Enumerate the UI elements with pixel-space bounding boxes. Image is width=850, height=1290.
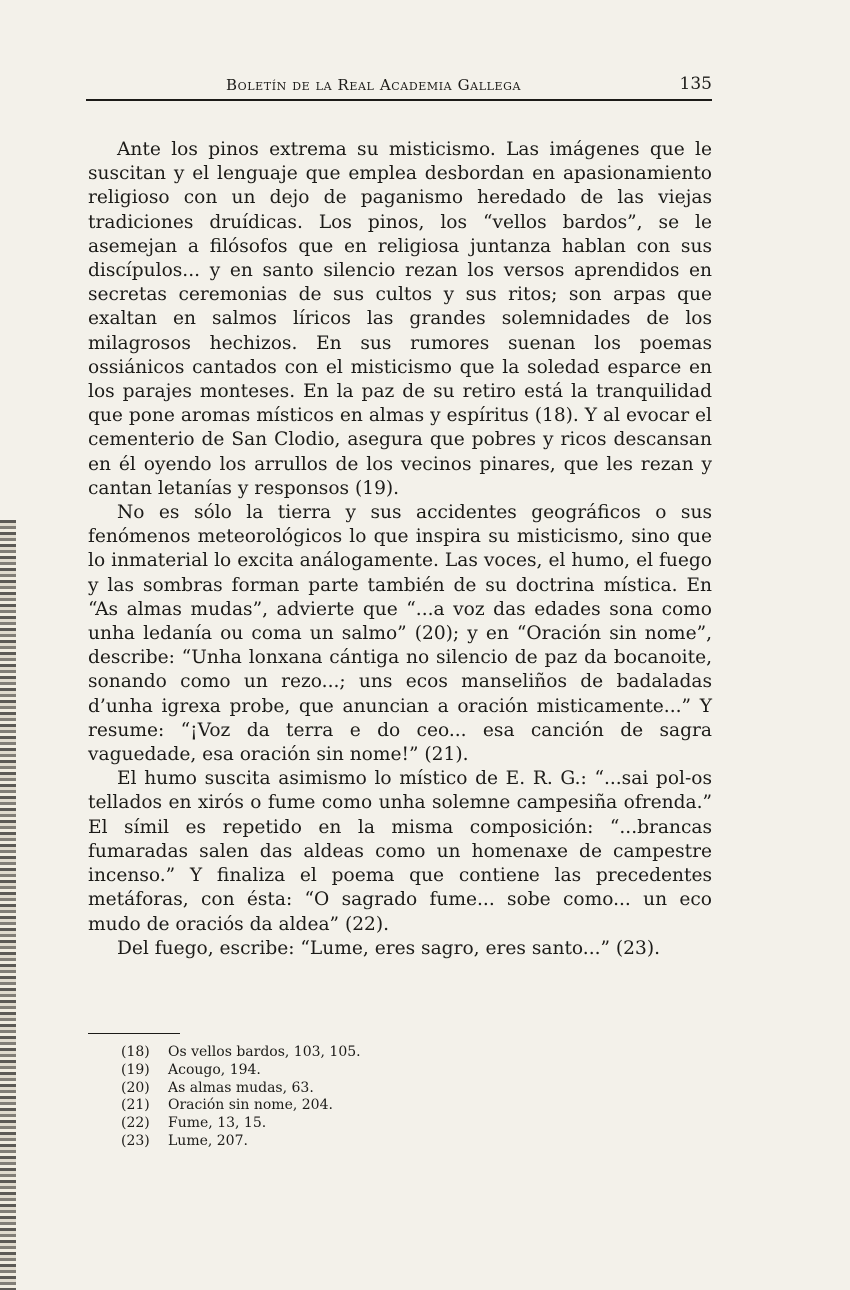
footnote-marker: (22)	[121, 1115, 150, 1132]
footnote	[121, 1133, 581, 1151]
footnote-text: Oración sin nome, 204.	[168, 1097, 333, 1114]
paragraph: No es sólo la tierra y sus accidentes geográficos o sus fenómenos meteorológicos lo que inspira su misticismo, sino que lo inmaterial lo excita análogamente. Las voces, el humo, el fuego y las sombras forman parte también de su doctrina mística. En “As almas mudas”, advierte que “...a voz das edades sona como unha ledanía ou coma un salmo” (20); y en “Oración sin nome”, describe: “Unha lonxana cántiga no silencio de paz da bocanoite, sonando como un rezo...; uns ecos manseliños de badaladas d’unha igrexa probe, que anuncian a oración misticamente...” Y resume: “¡Voz da terra e do ceo... esa canción de sagra vaguedade, esa oración sin nome!” (21).	[88, 502, 712, 766]
page-header	[86, 70, 712, 98]
running-head: Boletín de la Real Academia Gallega	[226, 76, 522, 94]
footnote-rule	[88, 1033, 180, 1034]
paragraph: El humo suscita asimismo lo místico de E. R. G.: “...sai pol-os tellados en xirós o fume como unha solemne campesiña ofrenda.” El símil es repetido en la misma composición: “...brancas fumaradas salen das aldeas como un homenaxe de campestre incenso.” Y finaliza el poema que contiene las precedentes metáforas, con ésta: “O sagrado fume... sobe como... un eco mudo de oraciós da aldea” (22).	[88, 768, 712, 935]
footnote	[121, 1044, 581, 1062]
header-rule	[86, 99, 712, 101]
footnote-marker: (19)	[121, 1061, 150, 1078]
footnote-marker: (21)	[121, 1097, 150, 1114]
footnote	[121, 1080, 581, 1098]
footnote-text: As almas mudas, 63.	[168, 1079, 314, 1096]
footnote	[121, 1115, 581, 1133]
body-text	[88, 138, 712, 961]
scan-edge-shadow	[0, 520, 16, 1290]
footnote	[121, 1062, 581, 1080]
footnote-marker: (23)	[121, 1132, 150, 1149]
footnote-text: Lume, 207.	[168, 1132, 248, 1149]
footnote	[121, 1097, 581, 1115]
footnote-text: Acougo, 194.	[168, 1061, 261, 1078]
footnotes	[121, 1044, 581, 1151]
footnote-marker: (20)	[121, 1079, 150, 1096]
footnote-marker: (18)	[121, 1044, 150, 1060]
footnote-text: Os vellos bardos, 103, 105.	[168, 1044, 361, 1060]
page-number: 135	[679, 74, 712, 94]
paragraph: Ante los pinos extrema su misticismo. Las imágenes que le suscitan y el lenguaje que emplea desbordan en apasionamiento religioso con un dejo de paganismo heredado de las viejas tradiciones druídicas. Los pinos, los “vellos bardos”, se le asemejan a filósofos que en religiosa juntanza hablan con sus discípulos... y en santo silencio rezan los versos aprendidos en secretas ceremonias de sus cultos y sus ritos; son arpas que exaltan en salmos líricos las grandes solemnidades de los milagrosos hechizos. En sus rumores suenan los poemas ossiánicos cantados con el misticismo que la soledad esparce en los parajes monteses. En la paz de su retiro está la tranquilidad que pone aromas místicos en almas y espíritus (18). Y al evocar el cementerio de San Clodio, asegura que pobres y ricos descansan en él oyendo los arrullos de los vecinos pinares, que les rezan y cantan letanías y responsos (19).	[88, 139, 712, 499]
footnote-text: Fume, 13, 15.	[168, 1115, 267, 1132]
paragraph: Del fuego, escribe: “Lume, eres sagro, eres santo...” (23).	[117, 937, 661, 959]
